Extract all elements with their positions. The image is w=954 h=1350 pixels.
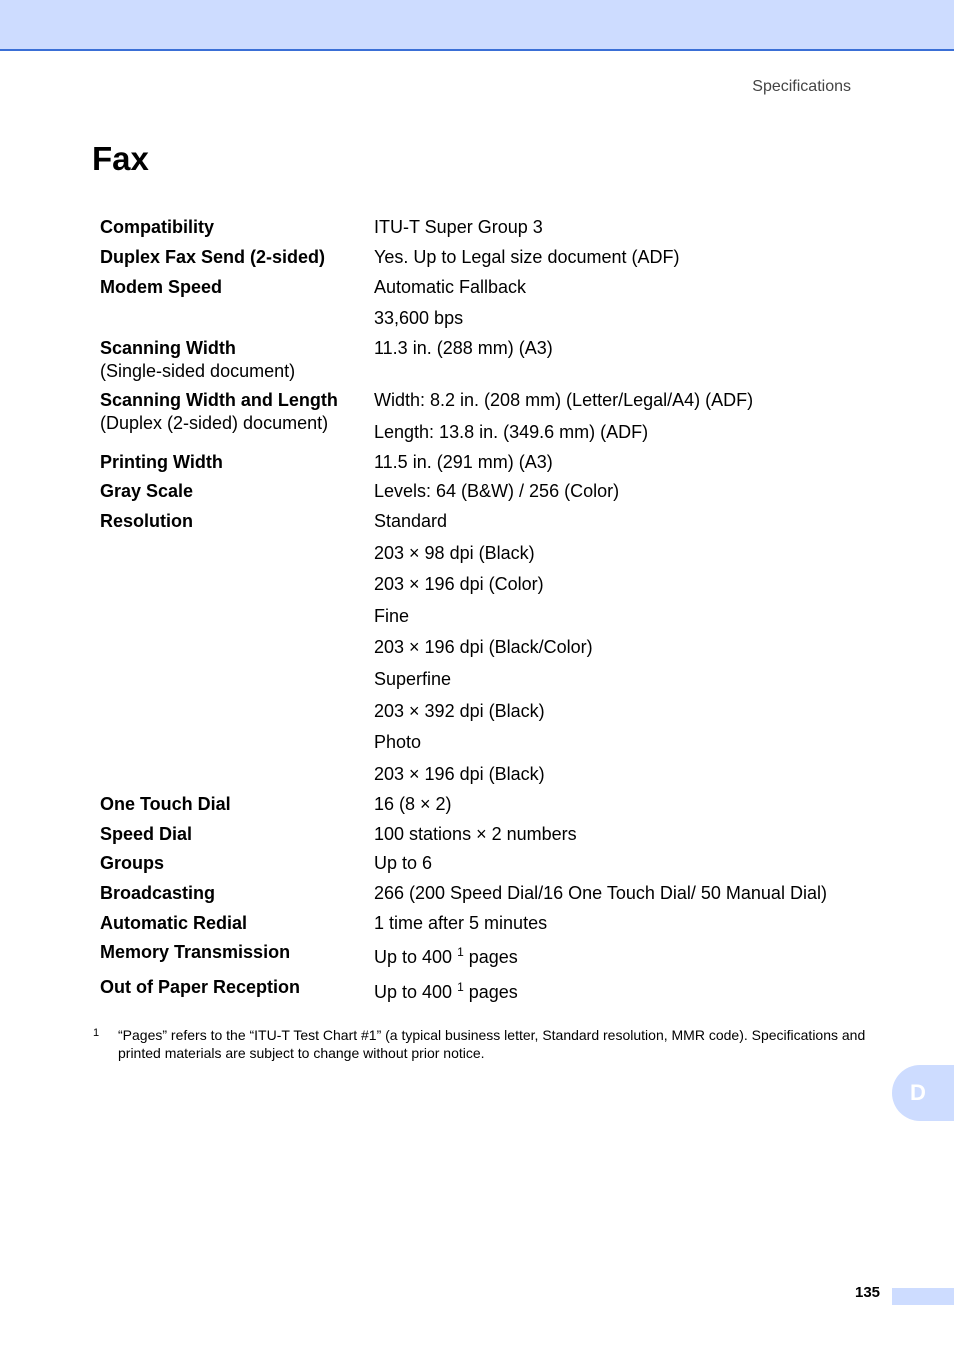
spec-value-text: Levels: 64 (B&W) / 256 (Color) bbox=[374, 481, 620, 501]
spec-value bbox=[374, 421, 648, 444]
spec-value-suffix: pages bbox=[463, 947, 518, 967]
chapter-tab bbox=[892, 1065, 954, 1121]
spec-label bbox=[100, 451, 374, 474]
spec-values bbox=[374, 793, 880, 816]
header-band bbox=[0, 0, 954, 51]
spec-label-main: Scanning Width and Length bbox=[100, 390, 338, 410]
spec-label bbox=[100, 976, 374, 999]
spec-row bbox=[100, 451, 880, 474]
spec-values bbox=[374, 337, 880, 383]
spec-label bbox=[100, 276, 374, 299]
spec-row bbox=[100, 389, 880, 442]
spec-label bbox=[100, 793, 374, 816]
spec-label bbox=[100, 337, 374, 383]
spec-value bbox=[374, 981, 518, 1004]
spec-value bbox=[374, 451, 553, 474]
spec-row bbox=[100, 852, 880, 875]
spec-value-text: Up to 400 bbox=[374, 947, 453, 967]
spec-row bbox=[100, 823, 880, 846]
spec-value bbox=[374, 510, 447, 533]
spec-label-main: Groups bbox=[100, 853, 165, 873]
spec-value-text: 203 × 196 dpi (Black/Color) bbox=[374, 637, 593, 657]
spec-value-text: ITU-T Super Group 3 bbox=[374, 217, 543, 237]
spec-value bbox=[374, 542, 535, 565]
page-number-band bbox=[892, 1288, 954, 1305]
spec-value-text: 16 (8 × 2) bbox=[374, 794, 452, 814]
spec-values bbox=[374, 912, 880, 935]
spec-value-text: 11.3 in. (288 mm) (A3) bbox=[374, 338, 553, 358]
spec-value bbox=[374, 573, 544, 596]
footnote bbox=[93, 1026, 893, 1062]
footnote-ref: 1 bbox=[457, 980, 464, 994]
spec-row bbox=[100, 793, 880, 816]
spec-value bbox=[374, 823, 577, 846]
footnote-text: “Pages” refers to the “ITU-T Test Chart #1” (a typical business letter, Standard resolution, MMR code). Specifications and printed materials are subject to change without prior notice. bbox=[118, 1027, 866, 1061]
spec-label bbox=[100, 882, 374, 905]
spec-label-main: Broadcasting bbox=[100, 883, 216, 903]
spec-label-main: Resolution bbox=[100, 511, 193, 531]
spec-label bbox=[100, 941, 374, 964]
spec-value-text: Standard bbox=[374, 511, 448, 531]
spec-value-text: 266 (200 Speed Dial/16 One Touch Dial/ 50 Manual Dial) bbox=[374, 883, 827, 903]
spec-label-main: Automatic Redial bbox=[100, 913, 248, 933]
spec-value-text: 203 × 98 dpi (Black) bbox=[374, 543, 535, 563]
spec-values bbox=[374, 882, 880, 905]
spec-value-text: 11.5 in. (291 mm) (A3) bbox=[374, 452, 553, 472]
spec-label-sub: (Single-sided document) bbox=[100, 361, 296, 381]
spec-value bbox=[374, 389, 753, 412]
spec-value-text: Up to 400 bbox=[374, 982, 453, 1002]
spec-label-main: Compatibility bbox=[100, 217, 215, 237]
spec-row bbox=[100, 246, 880, 269]
spec-label-main: Printing Width bbox=[100, 452, 223, 472]
spec-value-suffix: pages bbox=[463, 982, 518, 1002]
spec-values bbox=[374, 941, 880, 967]
spec-label bbox=[100, 510, 374, 533]
spec-label bbox=[100, 912, 374, 935]
spec-value bbox=[374, 731, 421, 754]
spec-value bbox=[374, 852, 432, 875]
spec-value bbox=[374, 636, 593, 659]
spec-row bbox=[100, 510, 880, 784]
spec-value bbox=[374, 700, 545, 723]
spec-value bbox=[374, 337, 553, 360]
spec-value bbox=[374, 793, 452, 816]
spec-label-main: Speed Dial bbox=[100, 824, 193, 844]
spec-label-main: Modem Speed bbox=[100, 277, 223, 297]
chapter-tab-label: D bbox=[910, 1080, 926, 1105]
spec-label bbox=[100, 216, 374, 239]
spec-values bbox=[374, 216, 880, 239]
spec-value-text: Up to 6 bbox=[374, 853, 433, 873]
spec-value-text: 203 × 196 dpi (Color) bbox=[374, 574, 544, 594]
spec-value-text: 1 time after 5 minutes bbox=[374, 913, 548, 933]
spec-value bbox=[374, 946, 518, 969]
spec-label-main: Gray Scale bbox=[100, 481, 194, 501]
spec-label bbox=[100, 246, 374, 269]
spec-value-text: Photo bbox=[374, 732, 422, 752]
page-number: 135 bbox=[855, 1284, 881, 1301]
spec-value-text: 203 × 196 dpi (Black) bbox=[374, 764, 545, 784]
spec-value-text: 100 stations × 2 numbers bbox=[374, 824, 577, 844]
spec-value bbox=[374, 912, 547, 935]
spec-value-text: Yes. Up to Legal size document (ADF) bbox=[374, 247, 680, 267]
spec-row bbox=[100, 912, 880, 935]
spec-value-text: Length: 13.8 in. (349.6 mm) (ADF) bbox=[374, 422, 649, 442]
spec-values bbox=[374, 510, 880, 784]
spec-value-text: 33,600 bps bbox=[374, 308, 464, 328]
spec-value-text: Fine bbox=[374, 606, 410, 626]
spec-row bbox=[100, 976, 880, 1002]
spec-values bbox=[374, 451, 880, 474]
spec-row bbox=[100, 216, 880, 239]
spec-values bbox=[374, 246, 880, 269]
spec-value-text: Width: 8.2 in. (208 mm) (Letter/Legal/A4) (ADF) bbox=[374, 390, 754, 410]
spec-row bbox=[100, 941, 880, 967]
page-title: Fax bbox=[92, 140, 149, 177]
spec-row bbox=[100, 882, 880, 905]
spec-label-main: Memory Transmission bbox=[100, 942, 291, 962]
spec-row bbox=[100, 276, 880, 328]
spec-values bbox=[374, 480, 880, 503]
spec-values bbox=[374, 389, 880, 442]
spec-label bbox=[100, 480, 374, 503]
section-label: Specifications bbox=[752, 78, 851, 95]
spec-value-text: 203 × 392 dpi (Black) bbox=[374, 701, 545, 721]
spec-value-text: Superfine bbox=[374, 669, 452, 689]
footnote-mark: 1 bbox=[93, 1027, 100, 1039]
spec-label-sub: (Duplex (2-sided) document) bbox=[100, 413, 329, 433]
spec-label-main: Out of Paper Reception bbox=[100, 977, 301, 997]
spec-label bbox=[100, 823, 374, 846]
spec-values bbox=[374, 276, 880, 328]
spec-value bbox=[374, 246, 679, 269]
spec-label bbox=[100, 389, 374, 435]
spec-value-text: Automatic Fallback bbox=[374, 277, 527, 297]
spec-value bbox=[374, 216, 543, 239]
spec-value bbox=[374, 480, 619, 503]
spec-values bbox=[374, 823, 880, 846]
spec-label-main: Scanning Width bbox=[100, 338, 236, 358]
spec-value bbox=[374, 763, 545, 786]
spec-values bbox=[374, 976, 880, 1002]
spec-value bbox=[374, 276, 526, 299]
spec-row bbox=[100, 337, 880, 383]
spec-value bbox=[374, 307, 463, 330]
spec-row bbox=[100, 480, 880, 503]
spec-value bbox=[374, 668, 451, 691]
spec-value bbox=[374, 882, 827, 905]
spec-value bbox=[374, 605, 409, 628]
spec-label-main: Duplex Fax Send (2-sided) bbox=[100, 247, 326, 267]
spec-label-main: One Touch Dial bbox=[100, 794, 231, 814]
footnote-ref: 1 bbox=[457, 945, 464, 959]
spec-label bbox=[100, 852, 374, 875]
spec-values bbox=[374, 852, 880, 875]
